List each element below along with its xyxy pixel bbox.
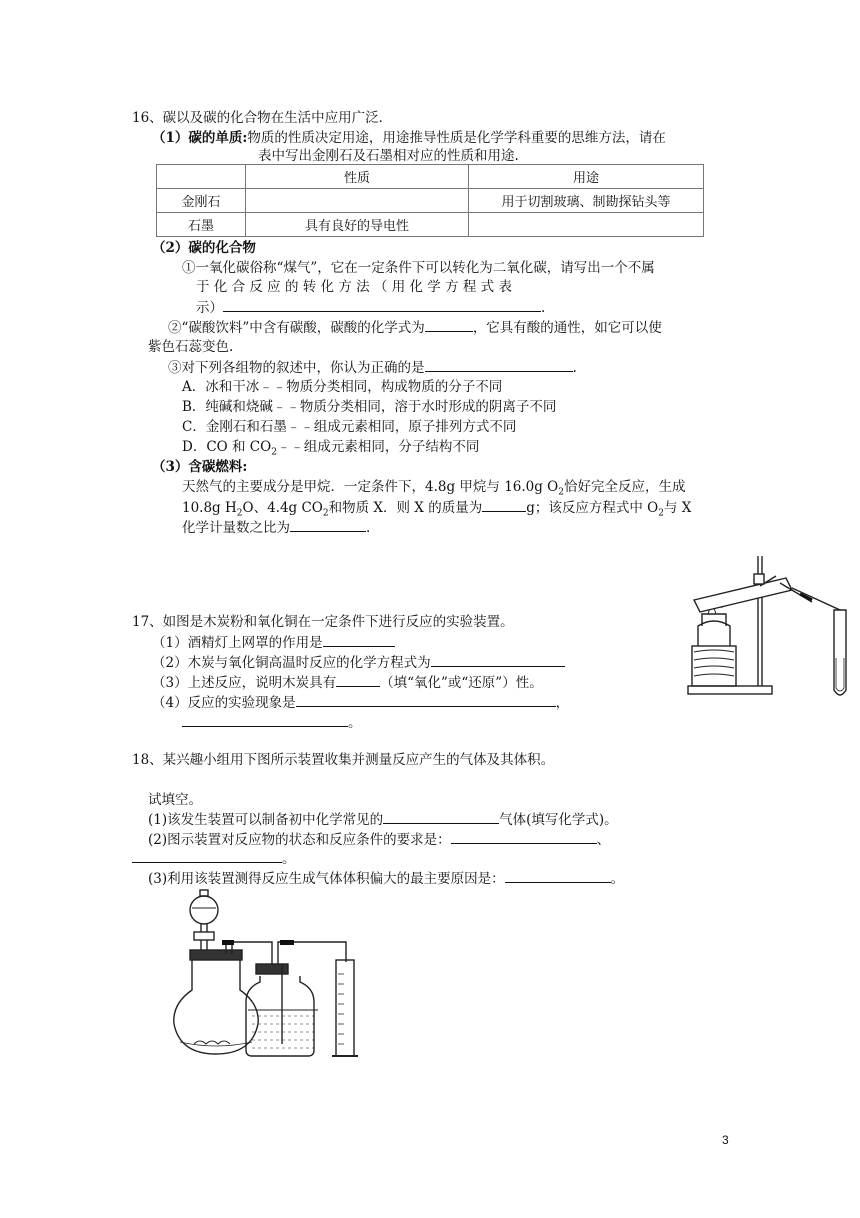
table-cell: 金刚石 xyxy=(157,189,246,213)
q18-stem: 18、某兴趣小组用下图所示装置收集并测量反应产生的气体及其体积。 xyxy=(132,752,555,768)
q16-part1 xyxy=(152,128,666,148)
table-cell: 用于切割玻璃、制勘探钻头等 xyxy=(469,189,704,213)
answer-blank[interactable] xyxy=(223,297,541,312)
q16-item1-line3 xyxy=(196,297,545,318)
text: 10.8g H xyxy=(182,500,237,516)
text: 天然气的主要成分是甲烷．一定条件下，4.8g 甲烷与 16.0g O xyxy=(182,479,559,495)
q16-part3-title: （3）含碳燃料: xyxy=(152,459,248,475)
q16-item2 xyxy=(168,317,662,338)
q16-item1-text: 示） xyxy=(196,300,223,316)
text: 气体(填写化学式)。 xyxy=(499,812,618,828)
text: 化学计量数之比为 xyxy=(182,520,290,536)
table-header-cell xyxy=(157,165,246,189)
text: O、4.4g CO xyxy=(242,500,323,516)
q17-s3 xyxy=(152,672,543,693)
q16-part1-title: （1）碳的单质: xyxy=(152,130,248,146)
q16-item2-text-b: ，它具有酸的通性，如它可以使 xyxy=(472,320,662,336)
option-c: C．金刚石和石墨﹣﹣组成元素相同，原子排列方式不同 xyxy=(182,419,517,435)
period: . xyxy=(366,520,371,536)
answer-blank[interactable] xyxy=(182,712,348,727)
answer-blank[interactable] xyxy=(290,517,366,532)
q18-s2-line2 xyxy=(132,848,296,869)
q17-s2 xyxy=(152,652,565,673)
text: （3）上述反应，说明木炭具有 xyxy=(152,675,337,691)
page-number: 3 xyxy=(722,1133,729,1147)
subscript: 2 xyxy=(558,487,564,498)
q16-item1-line1: ①一氧化碳俗称“煤气”，它在一定条件下可以转化为二氧化碳，请写出一个不属 xyxy=(182,260,655,276)
q16-part2-title: （2）碳的化合物 xyxy=(152,240,256,256)
text: (1)该发生装置可以制备初中化学常见的 xyxy=(148,812,384,828)
q18-s2 xyxy=(148,829,610,850)
q17-stem: 17、如图是木炭粉和氧化铜在一定条件下进行反应的实验装置。 xyxy=(132,614,514,630)
text: 、 xyxy=(596,832,611,848)
q16-item3-text: ③对下列各组物的叙述中，你认为正确的是 xyxy=(168,360,425,376)
table-header-cell: 用途 xyxy=(469,165,704,189)
table-row xyxy=(157,213,704,237)
answer-blank[interactable] xyxy=(132,848,282,863)
text: g；该反应方程式中 O xyxy=(526,500,659,516)
q16-stem: 16、碳以及碳的化合物在生活中应用广泛． xyxy=(132,110,393,126)
text: 和物质 X．则 X 的质量为 xyxy=(328,500,483,516)
q16-item2-line2: 紫色石蕊变色. xyxy=(148,339,234,355)
answer-blank[interactable] xyxy=(425,357,573,372)
answer-blank[interactable] xyxy=(425,317,473,332)
table-cell-blank[interactable] xyxy=(246,189,469,213)
answer-blank[interactable] xyxy=(383,809,499,824)
text: (2)图示装置对反应物的状态和反应条件的要求是： xyxy=(148,832,451,848)
q16-item3 xyxy=(168,357,577,378)
charcoal-reduction-apparatus-figure xyxy=(680,548,855,708)
subscript: 2 xyxy=(236,508,243,519)
option-b: B．纯碱和烧碱﹣﹣物质分类相同，溶于水时形成的阴离子不同 xyxy=(182,399,557,415)
answer-blank[interactable] xyxy=(323,632,395,647)
q17-s4-line2 xyxy=(182,712,362,733)
period: . xyxy=(541,300,546,316)
subscript: 2 xyxy=(322,508,329,519)
gas-collection-apparatus-figure xyxy=(170,884,370,1060)
q17-s4 xyxy=(152,692,569,713)
table-cell-blank[interactable] xyxy=(469,213,704,237)
answer-blank[interactable] xyxy=(431,652,565,667)
subscript: 2 xyxy=(271,447,277,458)
text: （填“氧化”或“还原”）性。 xyxy=(380,675,543,691)
text: (3)利用该装置测得反应生成气体体积偏大的最主要原因是： xyxy=(148,871,505,887)
period: . xyxy=(572,360,577,376)
option-d-text-b: ﹣﹣组成元素相同，分子结构不同 xyxy=(276,439,480,455)
q17-s1 xyxy=(152,632,395,653)
option-a: A．冰和干冰﹣﹣物质分类相同，构成物质的分子不同 xyxy=(182,379,503,395)
answer-blank[interactable] xyxy=(296,692,556,707)
q16-item1-line2: 于 化 合 反 应 的 转 化 方 法 （ 用 化 学 方 程 式 表 xyxy=(196,279,512,295)
option-d-text: D．CO 和 CO xyxy=(182,439,272,455)
properties-table xyxy=(156,164,704,237)
table-header-row xyxy=(157,165,704,189)
q16-part1-text2: 表中写出金刚石及石墨相对应的性质和用途. xyxy=(258,148,519,164)
q16-part1-text: 物质的性质决定用途，用途推导性质是化学学科重要的思维方法，请在 xyxy=(247,130,666,146)
text: （1）酒精灯上网罩的作用是 xyxy=(152,635,323,651)
table-row xyxy=(157,189,704,213)
text: （2）木炭与氧化铜高温时反应的化学方程式为 xyxy=(152,655,431,671)
period: 。 xyxy=(282,851,296,867)
period: 。 xyxy=(610,871,625,887)
text: 恰好完全反应，生成 xyxy=(564,479,686,495)
table-cell: 具有良好的导电性 xyxy=(246,213,469,237)
answer-blank[interactable] xyxy=(336,672,380,687)
subscript: 2 xyxy=(658,508,664,519)
table-cell: 石墨 xyxy=(157,213,246,237)
answer-blank[interactable] xyxy=(505,868,611,883)
answer-blank[interactable] xyxy=(451,829,597,844)
text: 与 X xyxy=(663,500,692,516)
answer-blank[interactable] xyxy=(482,497,526,512)
text: （4）反应的实验现象是 xyxy=(152,695,296,711)
q18-fill: 试填空。 xyxy=(148,792,202,808)
q16-part3-line3 xyxy=(182,517,370,538)
table-header-cell: 性质 xyxy=(246,165,469,189)
q16-item2-text: ②“碳酸饮料”中含有碳酸，碳酸的化学式为 xyxy=(168,320,425,336)
comma: ， xyxy=(555,695,570,711)
q18-s1 xyxy=(148,809,618,830)
period: 。 xyxy=(348,715,362,731)
